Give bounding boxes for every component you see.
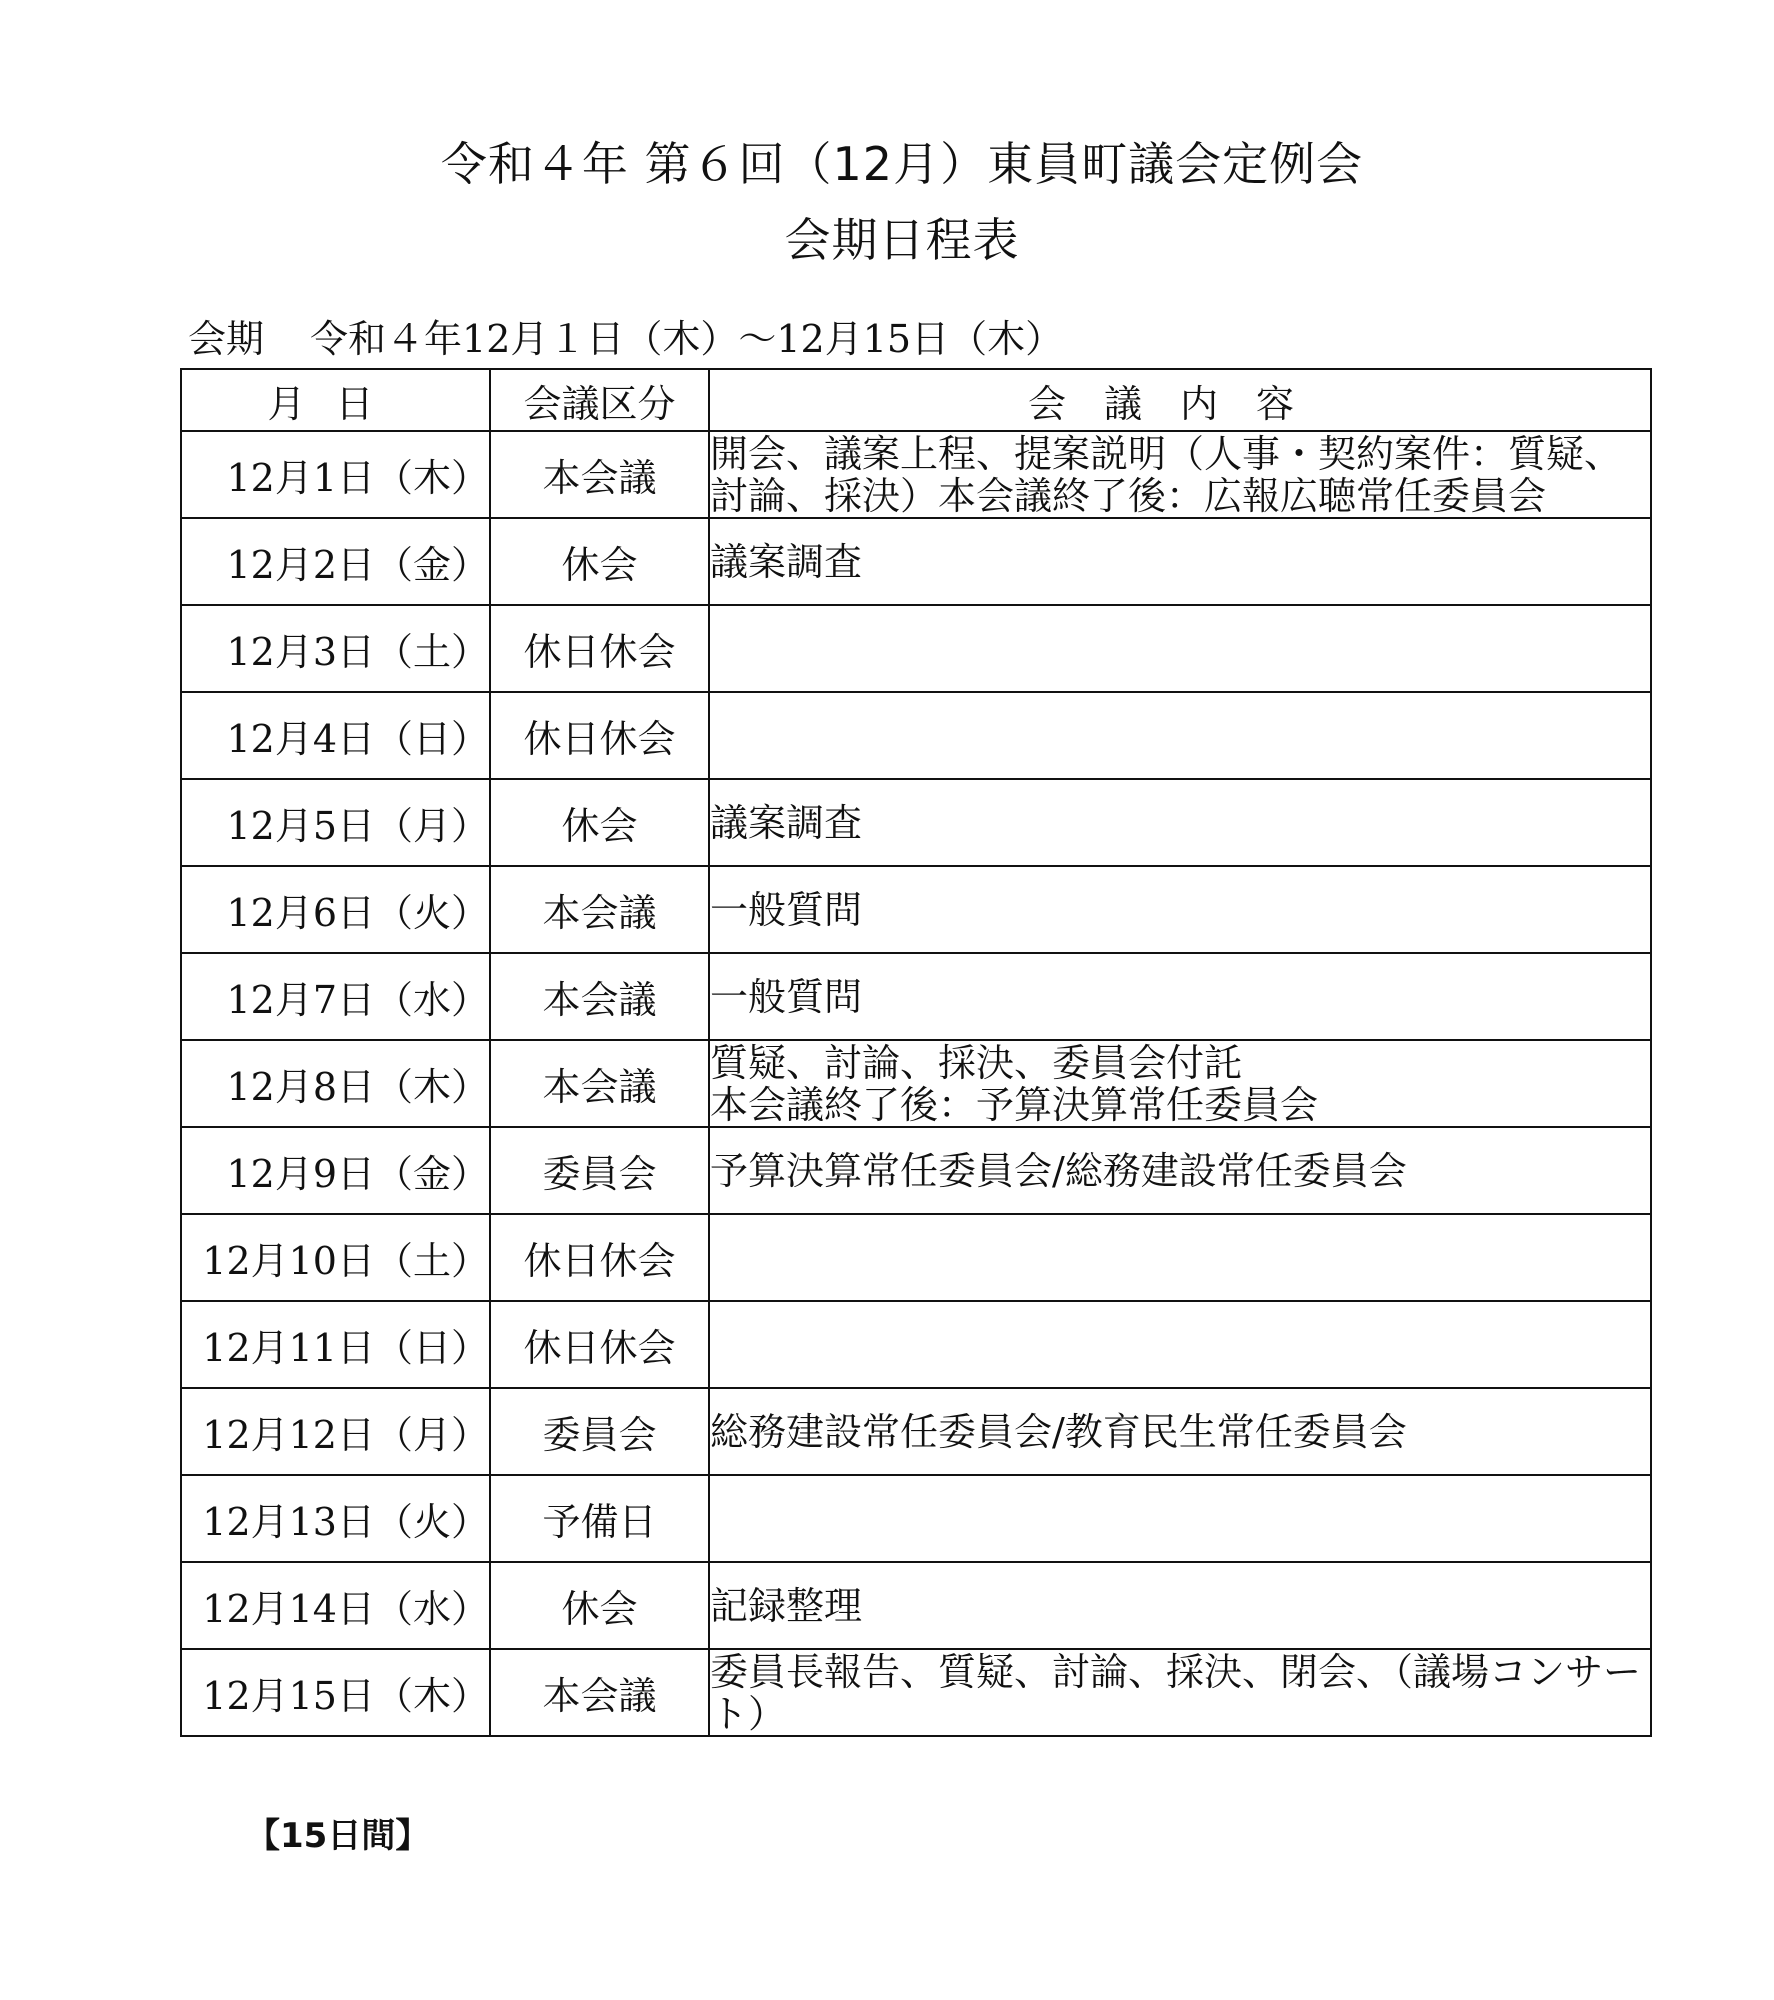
content-cell	[709, 1301, 1651, 1388]
type-cell: 休日休会	[490, 605, 709, 692]
duration-note: 【15日間】	[246, 1816, 430, 1856]
table-row	[181, 605, 1651, 692]
content-cell	[709, 1475, 1651, 1562]
table-row	[181, 866, 1651, 953]
type-cell: 本会議	[490, 866, 709, 953]
table-row	[181, 1562, 1651, 1649]
type-cell: 本会議	[490, 431, 709, 518]
date-cell: 12月3日（土）	[181, 605, 490, 692]
date-cell: 12月4日（日）	[181, 692, 490, 779]
table-row	[181, 431, 1651, 518]
table-row	[181, 1301, 1651, 1388]
content-cell: 開会、議案上程、提案説明（人事・契約案件：質疑、討論、採決）本会議終了後：広報広聴常任委員会	[709, 431, 1651, 518]
content-cell: 総務建設常任委員会/教育民生常任委員会	[709, 1388, 1651, 1475]
type-cell: 休会	[490, 518, 709, 605]
content-cell: 議案調査	[709, 779, 1651, 866]
date-cell: 12月12日（月）	[181, 1388, 490, 1475]
type-cell: 本会議	[490, 1649, 709, 1736]
table-row	[181, 518, 1651, 605]
content-cell: 一般質問	[709, 866, 1651, 953]
header-content: 会議内容	[709, 369, 1651, 431]
table-row	[181, 953, 1651, 1040]
date-cell: 12月7日（水）	[181, 953, 490, 1040]
table-row	[181, 1127, 1651, 1214]
document-subtitle: 会期日程表	[784, 213, 1020, 267]
period-range: 令和４年12月１日（木）～12月15日（木）	[310, 317, 1064, 361]
date-cell: 12月11日（日）	[181, 1301, 490, 1388]
type-cell: 本会議	[490, 1040, 709, 1127]
table-row	[181, 1649, 1651, 1736]
date-cell: 12月2日（金）	[181, 518, 490, 605]
table-row	[181, 1475, 1651, 1562]
content-cell: 予算決算常任委員会/総務建設常任委員会	[709, 1127, 1651, 1214]
date-cell: 12月13日（火）	[181, 1475, 490, 1562]
date-cell: 12月9日（金）	[181, 1127, 490, 1214]
content-line: 質疑、討論、採決、委員会付託	[710, 1040, 1243, 1085]
table-row	[181, 1214, 1651, 1301]
table-row	[181, 1388, 1651, 1475]
content-line: 本会議終了後：予算決算常任委員会	[710, 1082, 1319, 1127]
session-period	[188, 308, 1063, 363]
document-title: 令和４年 第６回（12月）東員町議会定例会	[440, 137, 1364, 191]
type-cell: 休会	[490, 1562, 709, 1649]
content-cell: 議案調査	[709, 518, 1651, 605]
type-cell: 委員会	[490, 1127, 709, 1214]
date-cell: 12月15日（木）	[181, 1649, 490, 1736]
content-cell	[709, 1214, 1651, 1301]
type-cell: 休日休会	[490, 692, 709, 779]
date-cell: 12月1日（木）	[181, 431, 490, 518]
date-cell: 12月8日（木）	[181, 1040, 490, 1127]
content-cell: 委員長報告、質疑、討論、採決、閉会、（議場コンサート）	[709, 1649, 1651, 1736]
period-label: 会期	[188, 317, 265, 361]
type-cell: 休会	[490, 779, 709, 866]
type-cell: 休日休会	[490, 1214, 709, 1301]
content-cell: 一般質問	[709, 953, 1651, 1040]
date-cell: 12月6日（火）	[181, 866, 490, 953]
table-row	[181, 1040, 1651, 1127]
date-cell: 12月14日（水）	[181, 1562, 490, 1649]
type-cell: 委員会	[490, 1388, 709, 1475]
type-cell: 休日休会	[490, 1301, 709, 1388]
date-cell: 12月10日（土）	[181, 1214, 490, 1301]
content-cell	[709, 1040, 1651, 1127]
header-type: 会議区分	[490, 369, 709, 431]
content-cell	[709, 692, 1651, 779]
header-row	[181, 369, 1651, 431]
schedule-table	[180, 368, 1652, 1737]
content-cell	[709, 605, 1651, 692]
content-cell: 記録整理	[709, 1562, 1651, 1649]
header-date: 月日	[181, 369, 490, 431]
table-row	[181, 692, 1651, 779]
table-row	[181, 779, 1651, 866]
type-cell: 予備日	[490, 1475, 709, 1562]
type-cell: 本会議	[490, 953, 709, 1040]
date-cell: 12月5日（月）	[181, 779, 490, 866]
